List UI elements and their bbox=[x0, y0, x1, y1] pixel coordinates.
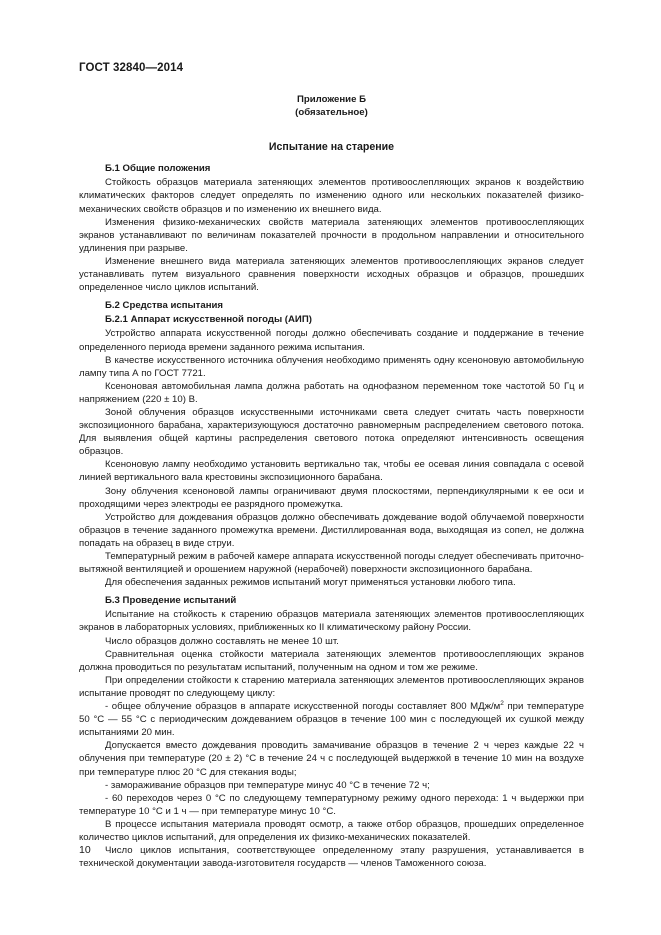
paragraph: Ксеноновая автомобильная лампа должна работать на однофазном переменном токе частотой 50 Гц и напряжением (220 ± 10) В. bbox=[79, 380, 584, 405]
paragraph: Ксеноновую лампу необходимо установить вертикально так, чтобы ее осевая линия совпадала с осевой линией вертикального вала крестовины экспозиционного барабана. bbox=[79, 459, 584, 484]
appendix-subtitle: (обязательное) bbox=[295, 107, 368, 119]
paragraph: Для обеспечения заданных режимов испытаний могут применяться установки любого типа. bbox=[105, 577, 516, 589]
paragraph: Изменения физико-механических свойств материала затеняющих элементов противоослепляющих экранов устанавливают по величинам показателей прочности в продольном направлении и относительного удлинения при разрыве. bbox=[79, 216, 584, 254]
heading-b2: Б.2 Средства испытания bbox=[105, 300, 224, 312]
heading-b3: Б.3 Проведение испытаний bbox=[105, 595, 237, 607]
heading-b1: Б.1 Общие положения bbox=[105, 163, 211, 175]
superscript: 2 bbox=[500, 700, 504, 708]
paragraph: Стойкость образцов материала затеняющих элементов противоослепляющих экранов к воздействию климатических факторов следует определять по изменению одного или нескольких показателей физико-механических свойств образцов и по изменению их внешнего вида. bbox=[79, 177, 584, 215]
paragraph: Температурный режим в рабочей камере аппарата искусственной погоды следует обеспечивать приточно-вытяжной вентиляцией и орошением наружной (нерабочей) поверхности экспозиционного барабана. bbox=[79, 551, 584, 576]
paragraph: Зоной облучения образцов искусственными источниками света следует считать часть поверхности экспозиционного барабана, характеризующуюся достаточно равномерным распределением светового потока. Для выявления общей картины распределения светового потока определяют интенсивность освещения образцов. bbox=[79, 406, 584, 458]
document-number: ГОСТ 32840—2014 bbox=[79, 62, 184, 74]
paragraph: Устройство аппарата искусственной погоды должно обеспечивать создание и поддержание в течение определенного периода времени заданного режима испытания. bbox=[79, 328, 584, 353]
page-number: 10 bbox=[79, 844, 91, 856]
paragraph: Устройство для дождевания образцов должно обеспечивать дождевание водой облучаемой поверхности образцов в течение заданного промежутка времени. Дистиллированная вода, выходящая из сопел, не должна попадать на образец в виде струи. bbox=[79, 511, 584, 549]
document-body bbox=[79, 88, 584, 870]
paragraph: Сравнительная оценка стойкости материала затеняющих элементов противоослепляющих экранов должна проводиться по результатам испытаний, полученным на одном и том же режиме. bbox=[79, 648, 584, 673]
paragraph: Изменение внешнего вида материала затеняющих элементов противоослепляющих экранов следует устанавливать путем визуального сравнения поверхности исходных образцов и образцов, прошедших определенное число циклов испытаний. bbox=[79, 255, 584, 294]
paragraph: Зону облучения ксеноновой лампы ограничивают двумя плоскостями, перпендикулярными к ее оси и проходящими через электроды ее разрядного промежутка. bbox=[79, 485, 584, 510]
paragraph: Испытание на стойкость к старению образцов материала затеняющих элементов противоослепляющих экранов в лабораторных условиях, приближенных ко II климатическому району России. bbox=[79, 609, 584, 634]
text-fragment: при температуре 50 °С — 55 °С с периодическим дождеванием образцов в течение 100 мин с последующей их сушкой между испытаниями 20 мин. bbox=[79, 701, 584, 739]
paragraph-irradiation bbox=[79, 700, 584, 739]
paragraph: При определении стойкости к старению материала затеняющих элементов противоослепляющих экранов испытание проводят по следующему циклу: bbox=[79, 674, 584, 699]
paragraph: В процессе испытания материала проводят осмотр, а также отбор образцов, прошедших определенное количество циклов испытаний, для определения их физико-механических показателей. bbox=[79, 818, 584, 843]
appendix-title: Приложение Б bbox=[297, 94, 366, 105]
paragraph: - 60 переходов через 0 °С по следующему температурному режиму одного перехода: 1 ч выдержки при температуре 10 °С и 1 ч — при температуре минус 10 °С. bbox=[79, 792, 584, 817]
text-fragment: - общее облучение образцов в аппарате искусственной погоды составляет 800 МДж/м bbox=[105, 701, 501, 713]
heading-b2-1: Б.2.1 Аппарат искусственной погоды (АИП) bbox=[105, 314, 312, 326]
paragraph: Допускается вместо дождевания проводить замачивание образцов в течение 2 ч через каждые 22 ч облучения при температуре (20 ± 2) °С в течение 24 ч с последующей выдержкой в течение 10 мин на воздухе при температуре плюс 20 °С для стекания воды; bbox=[79, 740, 584, 778]
paragraph: В качестве искусственного источника облучения необходимо применять одну ксеноновую автомобильную лампу типа А по ГОСТ 7721. bbox=[79, 354, 584, 379]
section-title: Испытание на старение bbox=[268, 141, 395, 154]
paragraph: Число образцов должно составлять не менее 10 шт. bbox=[105, 635, 339, 647]
paragraph: Число циклов испытания, соответствующее определенному этапу разрушения, устанавливается в технической документации завода-изготовителя государств — членов Таможенного союза. bbox=[79, 845, 584, 870]
paragraph: - замораживание образцов при температуре минус 40 °С в течение 72 ч; bbox=[105, 779, 430, 791]
